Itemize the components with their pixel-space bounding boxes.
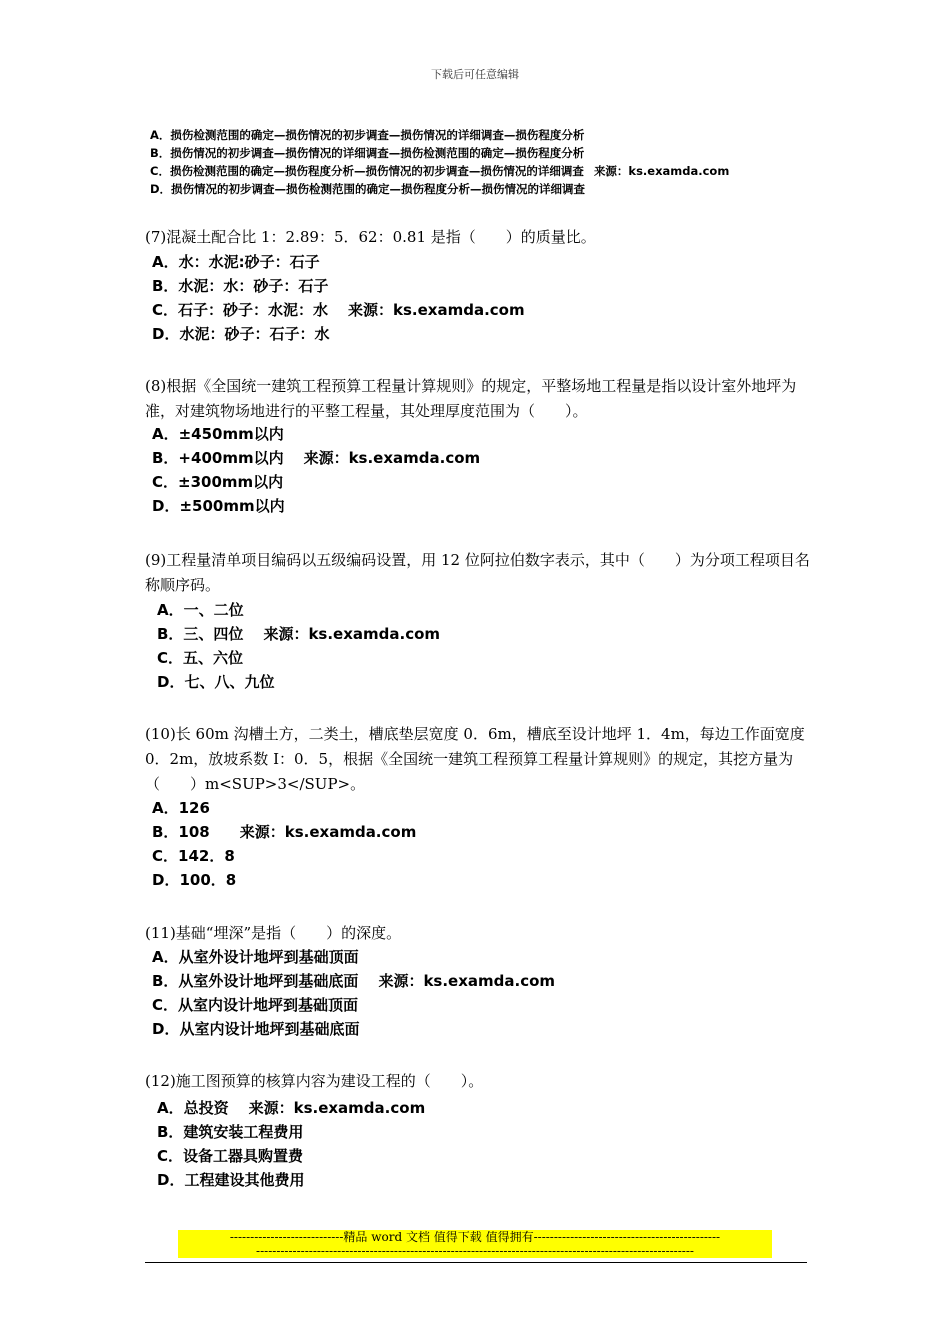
option-d: D．损伤情况的初步调查—损伤检测范围的确定—损伤程度分析—损伤情况的详细调查	[150, 182, 586, 196]
option-b: B．三、四位 来源：ks.examda.com	[157, 625, 441, 643]
footer-divider	[145, 1262, 807, 1263]
question-12: (12)施工图预算的核算内容为建设工程的（ ）。	[145, 1072, 484, 1090]
option-b: B．水泥：水：砂子：石子	[152, 277, 329, 295]
option-c: C．五、六位	[157, 649, 244, 667]
option-d: D．±500mm以内	[152, 497, 285, 515]
option-d: D．七、八、九位	[157, 673, 275, 691]
option-c: C．±300mm以内	[152, 473, 284, 491]
option-b: B．从室外设计地坪到基础底面 来源：ks.examda.com	[152, 972, 556, 990]
question-10: (10)长 60m 沟槽土方，二类土，槽底垫层宽度 0．6m，槽底至设计地坪 1．4m，每边工作面宽度 0．2m，放坡系数 I：0．5，根据《全国统一建筑工程预算工程量计算规则》的规定，其挖方量为（ ）m<SUP>3</SUP>。	[145, 725, 805, 793]
footer-line-2: ------------------------------------------------------------------------------------------------------------	[256, 1244, 694, 1258]
option-c: C．从室内设计地坪到基础顶面	[152, 996, 359, 1014]
q12-options	[157, 1096, 425, 1192]
option-a: A．一、二位	[157, 601, 244, 619]
source-label: 来源：ks.examda.com	[263, 625, 441, 643]
option-b: B．+400mm以内 来源：ks.examda.com	[152, 449, 481, 467]
q11-options	[152, 945, 555, 1041]
q7-options	[152, 250, 525, 346]
q10-options	[152, 796, 416, 892]
option-a: A．±450mm以内	[152, 425, 284, 443]
q8-options	[152, 422, 480, 518]
q6-options	[150, 126, 729, 198]
option-d: D．100．8	[152, 871, 237, 889]
option-c: C．142．8	[152, 847, 235, 865]
option-b: B．损伤情况的初步调查—损伤情况的详细调查—损伤检测范围的确定—损伤程度分析	[150, 146, 585, 160]
source-label: 来源：ks.examda.com	[348, 301, 525, 319]
option-c: C．设备工器具购置费	[157, 1147, 304, 1165]
question-8: (8)根据《全国统一建筑工程预算工程量计算规则》的规定，平整场地工程量是指以设计室外地坪为准，对建筑物场地进行的平整工程量，其处理厚度范围为（ ）。	[145, 377, 797, 420]
page-header: 下载后可任意编辑	[431, 68, 519, 81]
option-d: D．工程建设其他费用	[157, 1171, 305, 1189]
option-c: C．损伤检测范围的确定—损伤程度分析—损伤情况的初步调查—损伤情况的详细调查 来源：ks.examda.com	[150, 164, 730, 178]
question-9: (9)工程量清单项目编码以五级编码设置，用 12 位阿拉伯数字表示，其中（ ）为分项工程项目名称顺序码。	[145, 551, 810, 594]
footer-line-1: ----------------------------精品 word 文档 值得下载 值得拥有----------------------------------------------	[229, 1230, 721, 1244]
option-d: D．水泥：砂子：石子：水	[152, 325, 330, 343]
option-b: B．建筑安装工程费用	[157, 1123, 304, 1141]
option-d: D．从室内设计地坪到基础底面	[152, 1020, 360, 1038]
source-label: 来源：ks.examda.com	[303, 449, 481, 467]
option-a: A．总投资 来源：ks.examda.com	[157, 1099, 426, 1117]
source-label: 来源：ks.examda.com	[239, 823, 417, 841]
source-label: 来源：ks.examda.com	[593, 164, 730, 178]
question-7: (7)混凝土配合比 1：2.89：5．62：0.81 是指（ ）的质量比。	[145, 228, 596, 246]
option-b: B．108 来源：ks.examda.com	[152, 823, 417, 841]
source-label: 来源：ks.examda.com	[378, 972, 556, 990]
option-a: A．126	[152, 799, 210, 817]
option-a: A．损伤检测范围的确定—损伤情况的初步调查—损伤情况的详细调查—损伤程度分析	[150, 128, 585, 142]
question-11: (11)基础“埋深”是指（ ）的深度。	[145, 924, 402, 942]
q9-options	[157, 598, 440, 694]
option-a: A．从室外设计地坪到基础顶面	[152, 948, 359, 966]
source-label: 来源：ks.examda.com	[248, 1099, 426, 1117]
option-a: A．水：水泥:砂子：石子	[152, 253, 320, 271]
option-c: C．石子：砂子：水泥：水 来源：ks.examda.com	[152, 301, 525, 319]
page-footer	[178, 1230, 772, 1258]
